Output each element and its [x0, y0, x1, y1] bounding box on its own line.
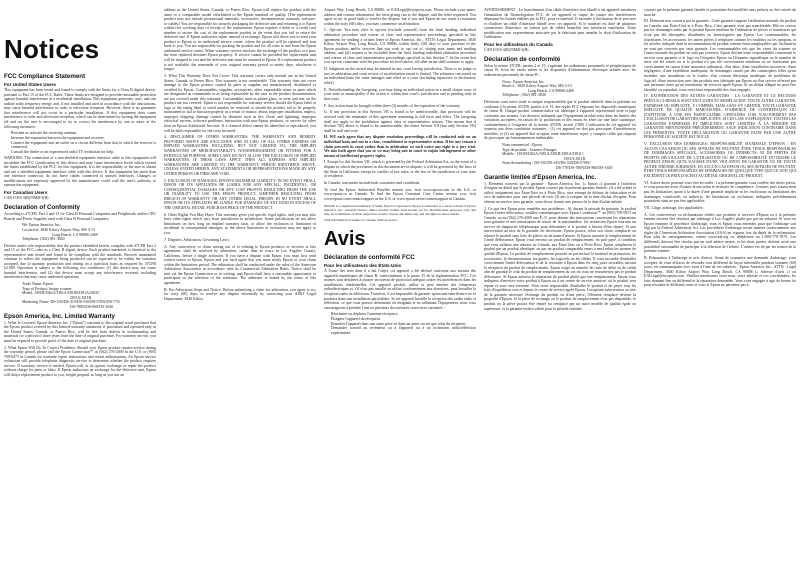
fcc-paragraph: This equipment has been tested and found to comply with the limits for a Class B digital device, pursuant to Part 15 of the FCC Rules. These limits are designed to provide reasonable protection against harmful interference in a residential installation. This equipment generates, uses, and can radiate radio frequency energy and, if not installed and used in accordance with the instructions, may cause harmful interference to radio or television reception. However, there is no guarantee that interference will not occur in a particular installation. If this equipment does cause interference to radio and television reception, which can be determined by turning the equipment off and on, the user is encouraged to try to correct the interference by one or more of the following measures: — [4, 88, 156, 129]
column-2 — [164, 8, 316, 560]
declaration-heading: Declaration of Conformity — [4, 204, 80, 212]
fr-measures-list — [324, 312, 476, 335]
paragraph: G. If any provision in this Section VII is found to be unenforceable, that provision will be severed with the remainder of this agreement remaining in full force and effect. The foregoing shall not apply to the prohibition against class or representative actions. This means that if Section 7(E) above is found to be unenforceable, the entire Section VII (but only Section VII) shall be null and void. — [324, 110, 476, 133]
trademark-notice: EPSON is a registered trademark of Seiko Epson Corporation. Epson Connection is a service mark of Epson America, Inc. General Notice: Other product names used herein are for identification purposes only and may be trademarks of their respective owners. Epson disclaims any and all rights in those marks. — [324, 203, 476, 216]
fr-telephone-line: Téléphone : (562) 981-3840 — [502, 93, 546, 98]
situes-line: Situés à : 3840 Kilroy Airport Way, MS 3-13 — [502, 84, 572, 89]
paragraph: A. Les controverses ou réclamations reliées aux produits et services d'Epson ou à la présente entente doivent être résolues par arbitrage à Los Angeles plutôt que par un tribunal. Si vous ou Epson entamez la procédure d'arbitrage, vous et Epson vous entendez pour que l'arbitrage soit régi par la Federal Arbitration Act. Les procédures d'arbitrage seront menées conformément aux règles de l'American Arbitration Association (AAA) en vigueur lors du dépôt de la réclamation. Pour plus de renseignements, visitez www.adr.org ou téléphonez au 1-800-778-7879. Les différends doivent être résolus par un seul arbitre neutre, et les deux parties doivent avoir une possibilité raisonnable de participer à la sélection de l'arbitre. L'arbitre est lié par les termes de la présente entente. — [644, 212, 796, 254]
fr-warranty-paragraph-1: 1. Éléments couverts par la garantie : Epson America, Inc. (« Epson ») garantit à l'acheteur d'origine au détail que le produit Epson couvert par la présente garantie limitée, s'il a été acheté et utilisé uniquement aux États-Unis ou à Porto Rico, sera exempt de défauts de fabrication et de vice de matériaux pour une période de trois (3) ans à compter de la date d'achat d'origine. Pour obtenir un service sous garantie, vous devez fournir une preuve de la date d'achat initiale. — [484, 181, 636, 204]
fr-declaration-paragraph-2: Déclarons sous notre seule et unique responsabilité que le produit identifié dans la présente est conforme à la norme 47CFR, parties 2 et 15, des règles FCC régissant les dispositifs numériques de classe B. Chaque produit commercialisé est identique à l'appareil représentatif testé et jugé conforme aux normes. Les dossiers indiquent que l'équipement produit reste dans les limites des variations acceptées, en raison de la production et des essais en série sur une base statistique, conformément à l'exigence de la norme 47CFR, article 2.909. L'utilisation de cet appareil est soumise aux deux conditions suivantes : (1) cet appareil ne doit pas provoquer d'interférences nuisibles, et (2) cet appareil doit accepter toute interférence reçue, y compris celles qui risquent de provoquer un fonctionnement indésirable. — [484, 100, 636, 141]
column-5 — [644, 8, 796, 560]
avis-title: Avis — [324, 228, 366, 251]
paragraph: I. Except for this Section VII, which is governed by the Federal Arbitration Act, in the event of a dispute in which the provisions in this document are in dispute, it will be governed by the laws of the State of California, except its conflict of law rules, or the law of the jurisdiction of your state of residence. — [324, 160, 476, 179]
column-1 — [4, 70, 156, 560]
fr-canada-heading: Pour les utilisateurs du Canada — [484, 42, 553, 48]
trade-name-line: Trade Name: Epson — [22, 282, 53, 287]
list-item: • Reorient or relocate the receiving antenna. — [11, 131, 156, 136]
list-item: • Connect the equipment into an outlet on a circuit different from that to which the receiver is connected. — [11, 141, 156, 150]
fr-declaration-paragraph: Selon la norme 47CFR, parties 2 et 15, s'agissant les ordinateurs personnels et périphériques de classe B, et/ou les cartes mères et les dispositifs d'alimentation électrique utilisés avec les ordinateurs personnels de classe B : — [484, 63, 636, 77]
declaration-paragraph-2: Declare under sole responsibility that the product identified herein, complies with 47CFR Part 2 and 15 of the FCC rules as a Class B digital device. Each product marketed, is identical to the representative unit tested and found to be compliant with the standards. Records maintained continue to reflect the equipment being produced can be expected to be within the variation accepted, due to quantity production and testing on a statistical basis as required by 47CFR §2.909. Operation is subject to the following two conditions: (1) this device may not cause harmful interference, and (2) this device must accept any interference received, including interference that may cause undesired operation. — [4, 243, 156, 280]
column-3 — [324, 8, 476, 560]
marketing-line: Marketing Name: DS-530/DS-410/DS-530/DS-570W/DS-770/ — [22, 300, 121, 305]
paragraph: 6. Other Rights You May Have: This warranty gives you specific legal rights, and you may also have other rights which vary from jurisdiction to jurisdiction. Some jurisdictions do not allow limitations on how long an implied warranty lasts, or allow the exclusion or limitation of incidental or consequential damages, so the above limitations or exclusions may not apply to you. — [164, 212, 316, 235]
list-item: • Brancher l'appareil dans une autre prise ou dans un autre circuit que celui du récepteur. — [331, 322, 476, 327]
paragraph: B. Préparation à l'arbitrage et avis d'envoi. Avant de soumettre une demande d'arbitrage, vous acceptez de vous efforcer de résoudre tout différend de façon informelle pendant soixante (60) jours, en communiquant avec nous à l'une de ces adresses : Epson America, Inc., ATTN : Legal Department, 3840 Kilroy Airport Way, Long Beach, CA 90806 (« Adresse d'avis ») ou EAILegal@ea.epson.com. Veuillez mentionner votre nom, votre adresse et vos coordonnées, les faits donnant lieu au différend et la réparation demandée. Vous vous engagez à agir de bonne foi pour résoudre le différend, mais si vous et Epson ne parvenez pas à — [644, 255, 796, 288]
we-line: We: Epson America, Inc. — [22, 223, 61, 228]
paragraph: D. Judgment on the award may be entered in any court having jurisdiction. There is no judge or jury in arbitration and court review of an arbitration award is limited. The arbitrator can award on an individual basis the same damages and relief as a court (including injunctive or declaratory relief). — [324, 67, 476, 85]
declaration-paragraph: According to 47CFR, Part 2 and 15 for Class B Personal Computers and Peripherals; and/or CPU Boards and Power Supplies used with Class B Personal Computers: — [4, 212, 156, 221]
paragraph: couvert par la présente garantie limitée et pourraient être modifiés sans préavis ou être retirés du marché. — [644, 8, 796, 17]
paragraph: 3. What This Warranty Does Not Cover: This warranty covers only normal use in the United States, Canada, or Puerto Rico. This warranty is not transferable. This warranty does not cover damage to the Epson product caused by parts or supplies not manufactured, distributed or certified by Epson. Consumables, supplies, accessories, other expendable items or parts which are designated as consumable or as being replaceable by the user in the product documentation, are not covered under this warranty. Consumables such as platen glass, or wear and tear on the product are not covered. Epson is not responsible for warranty service should the Epson label or logo or the rating label or serial number be removed or should the product fail to be properly maintained or fail to function properly as a result of misuse, abuse, improper installation, neglect, improper shipping, damage caused by disasters such as fire, flood, and lightning, improper electrical current, software problems, interaction with non-Epson products, or service by other than an Epson Authorized Servicer. If a claimed defect cannot be identified or reproduced, you will be held responsible for the costs incurred. — [164, 73, 316, 133]
situes-line-2: Long Beach, CA 90806-2469 — [528, 88, 574, 93]
list-item: • Éloigner l'appareil du récepteur. — [331, 317, 476, 322]
paragraph: 5. EXCLUSION OF DAMAGES; EPSON'S MAXIMUM LIABILITY: IN NO EVENT SHALL EPSON OR ITS AFFILIATES BE LIABLE FOR ANY SPECIAL, INCIDENTAL, OR CONSEQUENTIAL DAMAGES OR ANY LOST PROFITS RESULTING FROM THE USE OR INABILITY TO USE THE EPSON PRODUCT, WHETHER RESULTING FROM BREACH OF WARRANTY OR ANY OTHER LEGAL THEORY. IN NO EVENT SHALL EPSON OR ITS AFFILIATES BE LIABLE FOR DAMAGES OF ANY KIND IN EXCESS OF THE ORIGINAL RETAIL PURCHASE PRICE OF THE PRODUCT. — [164, 178, 316, 210]
warranty-heading: Epson America, Inc. Limited Warranty — [4, 312, 115, 320]
warranty-paragraph-2: 2. What Epson Will Do To Correct Problems: Should your Epson product require service during the warranty period, please call the Epson Connection℠ at (562) 276-4300 in the U.S. or (905) 709-9475 in Canada for warranty repair instructions and return authorization. An Epson service technician will provide telephone diagnostic service to determine whether the product requires service. If warranty service is needed, Epson will, at its option, exchange or repair the product without charge for parts or labor. If Epson authorizes an exchange for the defective unit, Epson will ship a replacement product to you, freight prepaid, so long as you use an — [4, 345, 156, 377]
change-notice: This information is subject to change without notice. — [324, 218, 398, 223]
fr-model-line-2: J391A/J411B — [564, 156, 586, 161]
paragraph: To find the Epson Authorized Reseller nearest you, visit www.epson.com in the U.S. or www.epson.ca in Canada. To find the Epson Customer Care Center nearest you, visit www.epson.com/contactsupport in the U.S. or www.epson.ca/en/contactsupport in Canada. — [324, 187, 476, 201]
product-type-line: Type of Product: Image scanner — [22, 286, 72, 291]
paragraph: E. Notwithstanding the foregoing, you may bring an individual action in a small claims court of your state or municipality if the action is within that court's jurisdiction and is pending only in that court. — [324, 87, 476, 101]
canadian-users-heading: For Canadian Users — [4, 190, 48, 196]
paragraph: A. Any controversy or claim arising out of or relating to Epson products or services or this agreement, shall be resolved by arbitration, rather than in court, in Los Angeles County, California, before a single arbitrator. If you have a dispute with Epson, you must first send written notice to Epson. Epson and you each agree that you must notify Epson of your claim within the limitations period. The arbitration shall be conducted under the rules of the American Arbitration Association in accordance with its Commercial Arbitration Rules. Notice shall be sent via the Epson Connection or in writing, and Epson shall have a reasonable opportunity to participate in the selection of the arbitrator. The arbitrator is bound by the terms of this agreement. — [164, 244, 316, 285]
canada-text: CAN ICES-3(B)/NMB-3(B) — [4, 196, 49, 201]
paragraph: In Canada, warranties include both warranties and conditions. — [324, 180, 421, 185]
paragraph: H. WE each agree that any dispute resolution proceedings will be conducted only on an individual basis and not in a class, consolidated or representative action. If for any reason a claim proceeds in court rather than in arbitration we each waive any right to a jury trial. We also both agree that you or we may bring suit in court to enjoin infringement or other misuse of intellectual property rights. — [324, 135, 476, 158]
paragraph: Airport Way, Long Beach, CA 90806, or EAILegal@ea.epson.com. Please include your name, address and contact information, the facts giving rise to the dispute, and the relief requested. You agree to act in good faith to resolve the dispute, but if you and Epson do not reach a resolution within the sixty (60) days, you may commence an arbitration. — [324, 8, 476, 26]
list-item: • Consult the dealer or an experienced radio/TV technician for help. — [11, 150, 156, 155]
paragraph: 7. Disputes, Arbitration, Governing Laws: — [164, 237, 230, 242]
fr-fcc-paragraph: À l'issue des tests dont il a fait l'objet, cet appareil a été déclaré conforme aux normes des appareils numériques de classe B, conformément à la partie 15 de la réglementation FCC. Ces normes sont destinées à assurer un niveau de protection adéquat contre les interférences dans les installations résidentielles. Cet appareil produit, utilise et peut émettre des fréquences radioélectriques et, s'il n'est pas installé ou utilisé conformément aux directives, peut brouiller la réception radio ou télévision. Toutefois, il est impossible de garantir qu'aucune interférence ne se produira dans une installation particulière. Si cet appareil brouille la réception des ondes radio et télévision, ce que vous pouvez déterminer en éteignant et en rallumant l'équipement, nous vous encourageons à prendre l'une ou plusieurs des mesures correctives suivantes : — [324, 269, 476, 310]
list-item: • Increase the separation between the equipment and receiver. — [11, 136, 156, 141]
marketing-line-2: DS-780N/DS-860/DS-1630 — [70, 305, 114, 310]
warning-paragraph: WARNING: The connection of a non-shielded equipment interface cable to this equipment will invalidate the FCC Certification of this device and may cause interference levels which exceed the limits established by the FCC for this equipment. It is the responsibility of the user to obtain and use a shielded equipment interface cable with this device. If this equipment has more than one interface connector, do not leave cables connected to unused interfaces. Changes or modifications not expressly approved by the manufacturer could void the user's authority to operate the equipment. — [4, 156, 156, 188]
fr-marketing-line-2: DS-770/DS-780N/DS-860/DS-1630 — [556, 165, 613, 170]
fr-warranty-heading: Garantie limitée d'Epson America, Inc. — [484, 173, 597, 181]
fr-warning-paragraph: AVERTISSEMENT : Le branchement d'un câble d'interface non blindé à cet appareil entraînera l'annulation de l'homologation FCC de cet appareil et risque de causer des interférences dépassant les limites établies par la FCC pour ce matériel. Il incombe à l'utilisateur de se procurer et d'utiliser un câble d'interface blindé avec cet appareil. Si le matériel est doté de plusieurs connecteurs d'interface, ne laissez pas de câbles branchés aux interfaces inutilisées. Toute modification non expressément autorisée par le fabricant peut annuler le droit d'utilisation de l'utilisateur. — [484, 8, 636, 40]
fr-us-users-heading: Pour les utilisateurs des États-Unis — [324, 263, 402, 269]
paragraph: F. Any action must be brought within three (3) months of the expiration of the warranty. — [324, 103, 461, 108]
fr-warranty-paragraph-2: 2. Ce que fera Epson pour remédier aux problèmes : Si, durant la période de garantie, le produit Epson s'avère défectueux, veuillez communiquer avec Epson Connexion℠ au (905) 709-9475 au Canada, ou au (562) 276-4300 aux É.-U. pour obtenir des instructions concernant les réparations sous garantie et une autorisation de retour de la marchandise. Un technicien Epson fournira un service de diagnostic téléphonique pour déterminer si le produit a besoin d'être réparé. Si une intervention au titre de la garantie est nécessaire, Epson pourra, selon son choix, remplacer ou réparer le produit sans frais de pièces ou de main-d'œuvre. Si Epson autorise le remplacement de l'unité défectueuse, Epson vous enverra un produit de remplacement, en port payé, à condition que vous utilisiez une adresse au Canada, aux États-Unis ou à Porto Rico. Epson remplacera le produit par un produit identique, ou par un produit comparable remis à neuf selon les normes de qualité d'Epson. Le produit de remplacement pourrait ne pas inclure le matériel de promotion, les accessoires, la documentation, les guides, les logiciels ou les câbles. Il vous incombe d'emballer correctement l'unité défectueuse et de la retourner à Epson dans les cinq jours ouvrables suivant la réception du produit de remplacement. Epson exige un numéro de carte de débit ou de crédit afin de garantir le coût du produit de remplacement au cas où vous ne retourneriez pas le produit défectueux. Si Epson autorise la réparation du produit plutôt que son remplacement, Epson vous indiquera d'envoyer votre produit à Epson ou à un centre de service autorisé, où le produit sera réparé et vous sera retourné. Vous serez responsable d'emballer le produit et de payer tous les frais d'expédition vers et depuis le centre de service agréé Epson. Lorsqu'une intervention au titre de la garantie nécessite l'échange du produit ou d'une pièce, l'élément remplacé devient la propriété d'Epson. Si la pièce de rechange ou le produit de remplacement n'est pas disponible, le produit ou la pièce pourra être réparé ou remplacé par un autre modèle de qualité égale ou supérieure, et la garantie restera valide pour la période restante. — [484, 206, 636, 311]
paragraph: IV. EXONÉRATION DES AUTRES GARANTIES : LA GARANTIE ET LE RECOURS PRÉVUS CI-DESSUS SONT EXCLUSIFS ET REMPLACENT TOUTE AUTRE GARANTIE, EXPRESSE OU IMPLICITE, Y COMPRIS, MAIS SANS S'Y LIMITER, TOUTE GARANTIE IMPLICITE DE QUALITÉ MARCHANDE, D'ABSENCE DE CONTREFAÇON OU D'APTITUDE À UNE FIN PARTICULIÈRE. CERTAINES LOIS N'AUTORISENT PAS L'EXCLUSION DE GARANTIES IMPLICITES. SI CES LOIS S'APPLIQUENT, TOUTES LES GARANTIES EXPRESSES ET IMPLICITES SONT LIMITÉES À LA PÉRIODE DE GARANTIE MENTIONNÉE PRÉCÉDEMMENT. SAUF INDICATION CONTRAIRE DANS LES PRÉSENTES, TOUTE DÉCLARATION OU GARANTIE FAITE PAR UNE AUTRE PERSONNE OU SOCIÉTÉ EST NULLE. — [644, 94, 796, 140]
fr-marketing-line: Nom de marketing : DS-530/DS-410/DS-530/DS-570W/ — [502, 161, 591, 166]
warranty-paragraph-1: 1. What Is Covered: Epson America, Inc. ("Epson") warrants to the original retail purchaser that the Epson product covered by this limited warranty statement, if purchased and operated only in the United States, Canada, or Puerto Rico, will be free from defects in workmanship and materials for a period of three years from the date of original purchase. For warranty service, you must be required to provide proof of the date of original purchase. — [4, 320, 156, 343]
column-4 — [484, 8, 636, 560]
located-line-2: Long Beach, CA 90806-2469 — [52, 232, 98, 237]
located-line: Located at: 3840 Kilroy Airport Way, MS 3-13 — [22, 227, 95, 232]
fr-fcc-heading: Déclaration de conformité FCC — [324, 254, 415, 262]
nous-line: Nous : Epson America, Inc. — [502, 79, 546, 84]
paragraph: VII. Litige, arbitrage, lois applicables : — [644, 205, 705, 210]
fr-declaration-heading: Déclaration de conformité — [484, 55, 561, 63]
paragraph: B. Pre-Arbitration Steps and Notice. Before submitting a claim for arbitration, you agree to try, for sixty (60) days, to resolve any dispute informally by contacting your AT&T Legal Department, 3840 Kilroy — [164, 287, 316, 301]
fr-trade-name-line: Nom commercial : Epson — [502, 143, 542, 148]
model-line-2: J391A/J411B — [70, 295, 92, 300]
list-item: • Demander conseil au revendeur ou à l'appareil ou à un technicien radio/télévision expérimenté. — [331, 326, 476, 335]
telephone-line: Telephone: (562) 981-3840 — [22, 237, 65, 242]
paragraph: 4. DISCLAIMER OF OTHER WARRANTIES: THE WARRANTY AND REMEDY PROVIDED ABOVE ARE EXCLUSIVE AND IN LIEU OF ALL OTHER EXPRESS OR IMPLIED WARRANTIES INCLUDING, BUT NOT LIMITED TO, THE IMPLIED WARRANTIES OF MERCHANTABILITY, NONINFRINGEMENT OR FITNESS FOR A PARTICULAR PURPOSE. SOME LAWS DO NOT ALLOW THE EXCLUSION OF IMPLIED WARRANTIES. IF THESE LAWS APPLY, THEN ALL EXPRESS AND IMPLIED WARRANTIES ARE LIMITED TO THE WARRANTY PERIOD IDENTIFIED ABOVE. UNLESS STATED HEREIN, ANY STATEMENTS OR REPRESENTATIONS MADE BY ANY OTHER PERSON OR FIRM ARE VOID. — [164, 135, 316, 176]
paragraph: VI. Autres droits pouvant vous être accordés : La présente garantie vous confère des droits précis, et vous pourriez avoir d'autres droits selon le territoire de compétence. Certains pays n'autorisent pas les limitations quant à la durée d'une garantie implicite ni les exclusions ou limitations des dommages consécutifs ou indirects; les limitations ou exclusions indiquées précédemment pourraient ainsi ne pas être applicables. — [644, 180, 796, 204]
fr-model-line: Modèle : J391B/J362A/J381A/J381B/J381A/J381C/ — [502, 152, 584, 157]
fr-product-type-line: Type de produit : Scanner d'images — [502, 147, 557, 152]
notices-title: Notices — [4, 34, 100, 64]
paragraph: III. Éléments non couverts par la garantie : Cette garantie suppose l'utilisation normale du produit au Canada, aux États-Unis et à Porto Rico. Cette garantie n'est pas transférable. Elle ne couvre pas les dommages subis par le produit Epson résultant de l'utilisation de pièces et fournitures qui n'ont pas été fabriquées, distribuées ou homologuées par Epson. Les consommables, les fournitures, les accessoires, les autres pièces à remplacer comme les rouleaux ou les tampons, et les articles indiqués dans la documentation du produit comme étant remplaçables par l'utilisateur ne sont pas couverts par cette garantie. Les consommables tels que les vitres du scanner ou l'usure normale du produit ne sont pas couverts. Epson décline toute responsabilité concernant le service sous garantie si le logo ou l'étiquette Epson ou l'étiquette signalétique ou le numéro de série ont été retirés ou si le produit n'a pas été correctement entretenu ou ne fonctionne pas correctement en raison d'une mauvaise utilisation, d'un abus, d'une installation incorrecte, d'une négligence, d'une expédition inadéquate, de dommages causés par des catastrophes telles qu'un incendie, une inondation ou la foudre, d'un courant électrique inadéquat, de problèmes de logiciel, d'une interaction avec des produits non fabriqués par Epson ou d'un service effectué par une personne autre qu'un fournisseur de services agréé Epson. Si un défaut allégué ne peut être identifié ou reproduit, vous serez tenu responsable des frais engagés. — [644, 19, 796, 92]
fr-canada-text: CAN ICES-3(B)/NMB-3(B) — [484, 48, 529, 53]
fcc-measures-list — [4, 131, 156, 154]
list-item: • Réorienter ou déplacer l'antenne réceptrice. — [331, 312, 476, 317]
fcc-heading: FCC Compliance Statement — [4, 73, 86, 80]
us-users-heading: For United States Users — [4, 82, 57, 87]
paragraph: address in the United States, Canada, or Puerto Rico. Epson will replace the product with the same or a comparable model refurbished to the Epson standard of quality. (The replacement product may not include promotional materials, accessories, documentation, manuals, software, or cables.) You are responsible for securely packaging the defective unit and returning it to Epson within five working days of receipt of the replacement. Epson requires a debit or a credit card number to secure the cost of the replacement product in the event that you fail to return the defective one. If Epson authorizes repair instead of exchange, Epson will direct you to send your product to Epson or its authorized service center, where the product will be repaired and sent back to you. You are responsible for packing the product and for all costs to and from the Epson authorized service center. When warranty service involves the exchange of the product or a part, the item replaced becomes Epson property. If service cannot be provided the replacement unit will be shipped to you and the defective unit must be returned to Epson. If a replacement product is not available, the remainder of your original warranty period or ninety days, whichever is longer. — [164, 8, 316, 72]
model-line: Model: J391B/J362A/J381A/J381B/J381A/J381C — [22, 291, 100, 296]
paragraph: C. Opt-out. You may elect to opt-out (exclude yourself) from the final, binding, individual arbitration procedure and waiver of class and representative proceedings specified in this agreement by sending a written letter to Epson America, Inc., ATTN: Legal Department, 3840 Kilroy Airport Way, Long Beach, CA 90806, within thirty (30) days of your purchase of the Epson products and/or services that you wish to opt out of, stating your name and mailing address, and (iii) request to be excluded from the final, binding individual arbitration procedure and waiver of class and representative proceedings specified in this Section 7. In the event that you opt-out consistent with the procedure set forth above, all other terms shall continue to apply. — [324, 28, 476, 65]
paragraph: V. EXCLUSION DES DOMMAGES; RESPONSABILITÉ MAXIMALE D'EPSON : EN AUCUN CAS EPSON OU SES AFFILIÉS NE PEUVENT ÊTRE TENUS RESPONSABLES DE DOMMAGES SPÉCIAUX, ACCESSOIRES OU INDIRECTS, NI DE PERTES DE PROFITS DÉCOULANT DE L'UTILISATION OU DE L'IMPOSSIBILITÉ D'UTILISER LE PRODUIT EPSON, QU'IL S'AGISSE D'UNE VIOLATION DE GARANTIE OU DE TOUTE AUTRE THÉORIE JURIDIQUE. EN AUCUN CAS EPSON OU SES AFFILIÉS NE PEUVENT ÊTRE TENUS RESPONSABLES DE DOMMAGES DE QUELQUE TYPE QUE CE SOIT QUI EXCÈDENT LE PRIX D'ACHAT AU DÉTAIL ORIGINAL DU PRODUIT. — [644, 142, 796, 179]
